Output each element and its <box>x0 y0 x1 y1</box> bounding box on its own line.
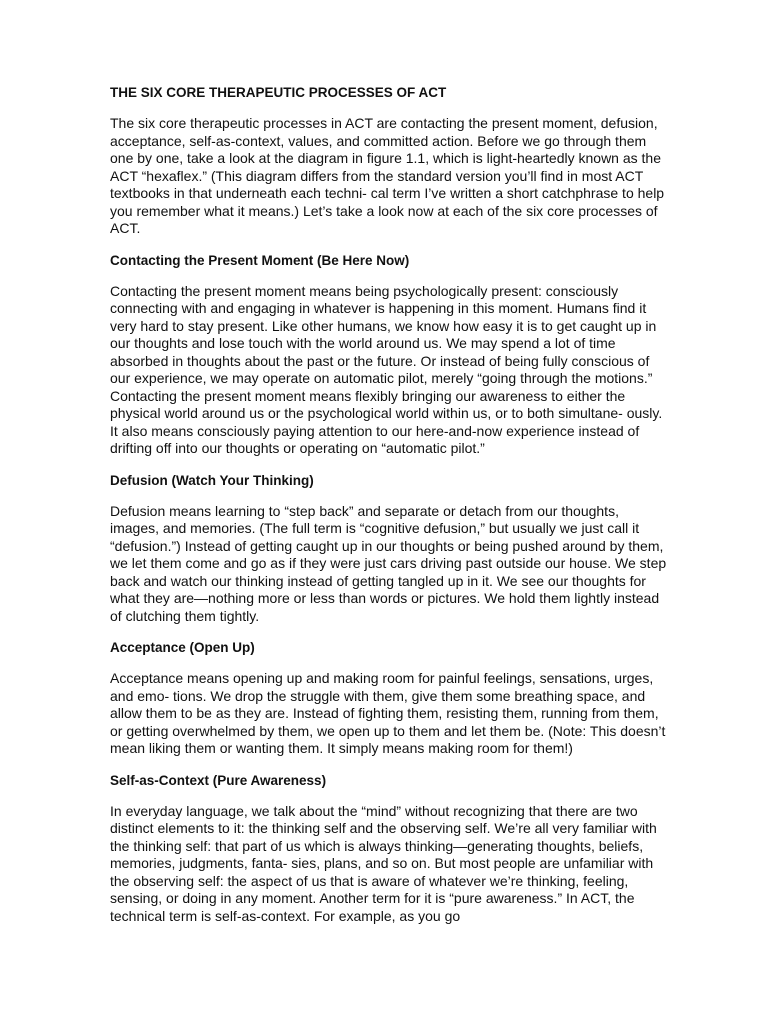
section-body-defusion: Defusion means learning to “step back” and separate or detach from our thoughts, images, and memories. (The full term is “cognitive defusion,” but usually we just call it “defusion.”) Instead of getting caught up in our thoughts or being pushed around by them, we let them come and go as if they were just cars driving past outside our house. We step back and watch our thinking instead of getting tangled up in it. We see our thoughts for what they are—nothing more or less than words or pictures. We hold them lightly instead of clutching them tightly. <box>110 502 667 624</box>
section-body-acceptance: Acceptance means opening up and making room for painful feelings, sensations, urges, and emo- tions. We drop the struggle with them, give them some breathing space, and allow them to be as they are. Instead of fighting them, resisting them, running from them, or getting overwhelmed by them, we open up to them and let them be. (Note: This doesn’t mean liking them or wanting them. It simply means making room for them!) <box>110 670 666 756</box>
section-heading-self-as-context: Self-as-Context (Pure Awareness) <box>110 772 327 788</box>
intro-paragraph: The six core therapeutic processes in ACT are contacting the present moment, defusion, acceptance, self-as-context, values, and committed action. Before we go through them one by one, take a look at the diagram in figure 1.1, which is light-heartedly known as the ACT “hexaflex.” (This diagram differs from the standard version you’ll find in most ACT textbooks in that underneath each techni- cal term I’ve written a short catchphrase to help you remember what it means.) Let’s take a look now at each of the six core processes of ACT. <box>110 115 665 236</box>
document-title: THE SIX CORE THERAPEUTIC PROCESSES OF ACT <box>110 85 447 100</box>
section-heading-acceptance: Acceptance (Open Up) <box>110 640 255 655</box>
section-body-present-moment: Contacting the present moment means being psychologically present: consciously connecting with and engaging in whatever is happening in this moment. Humans find it very hard to stay present. Like other humans, we know how easy it is to get caught up in our thoughts and lose touch with the world around us. We may spend a lot of time absorbed in thoughts about the past or the future. Or instead of being fully conscious of our experience, we may operate on automatic pilot, merely “going through the motions.” Contacting the present moment means flexibly bringing our awareness to either the physical world around us or the psychological world within us, or to both simultane- ously. It also means consciously paying attention to our here-and-now experience instead of drifting off into our thoughts or operating on “automatic pilot.” <box>110 282 663 456</box>
section-heading-defusion: Defusion (Watch Your Thinking) <box>110 472 314 488</box>
section-body-self-as-context: In everyday language, we talk about the “mind” without recognizing that there are two distinct elements to it: the thinking self and the observing self. We’re all very familiar with the thinking self: that part of us which is always thinking—generating thoughts, beliefs, memories, judgments, fanta- sies, plans, and so on. But most people are unfamiliar with the observing self: the aspect of us that is aware of whatever we’re thinking, feeling, sensing, or doing in any moment. Another term for it is “pure awareness.” In ACT, the technical term is self-as-context. For example, as you go <box>110 802 657 924</box>
document-page <box>110 84 668 925</box>
section-heading-present-moment: Contacting the Present Moment (Be Here Now) <box>110 252 410 268</box>
